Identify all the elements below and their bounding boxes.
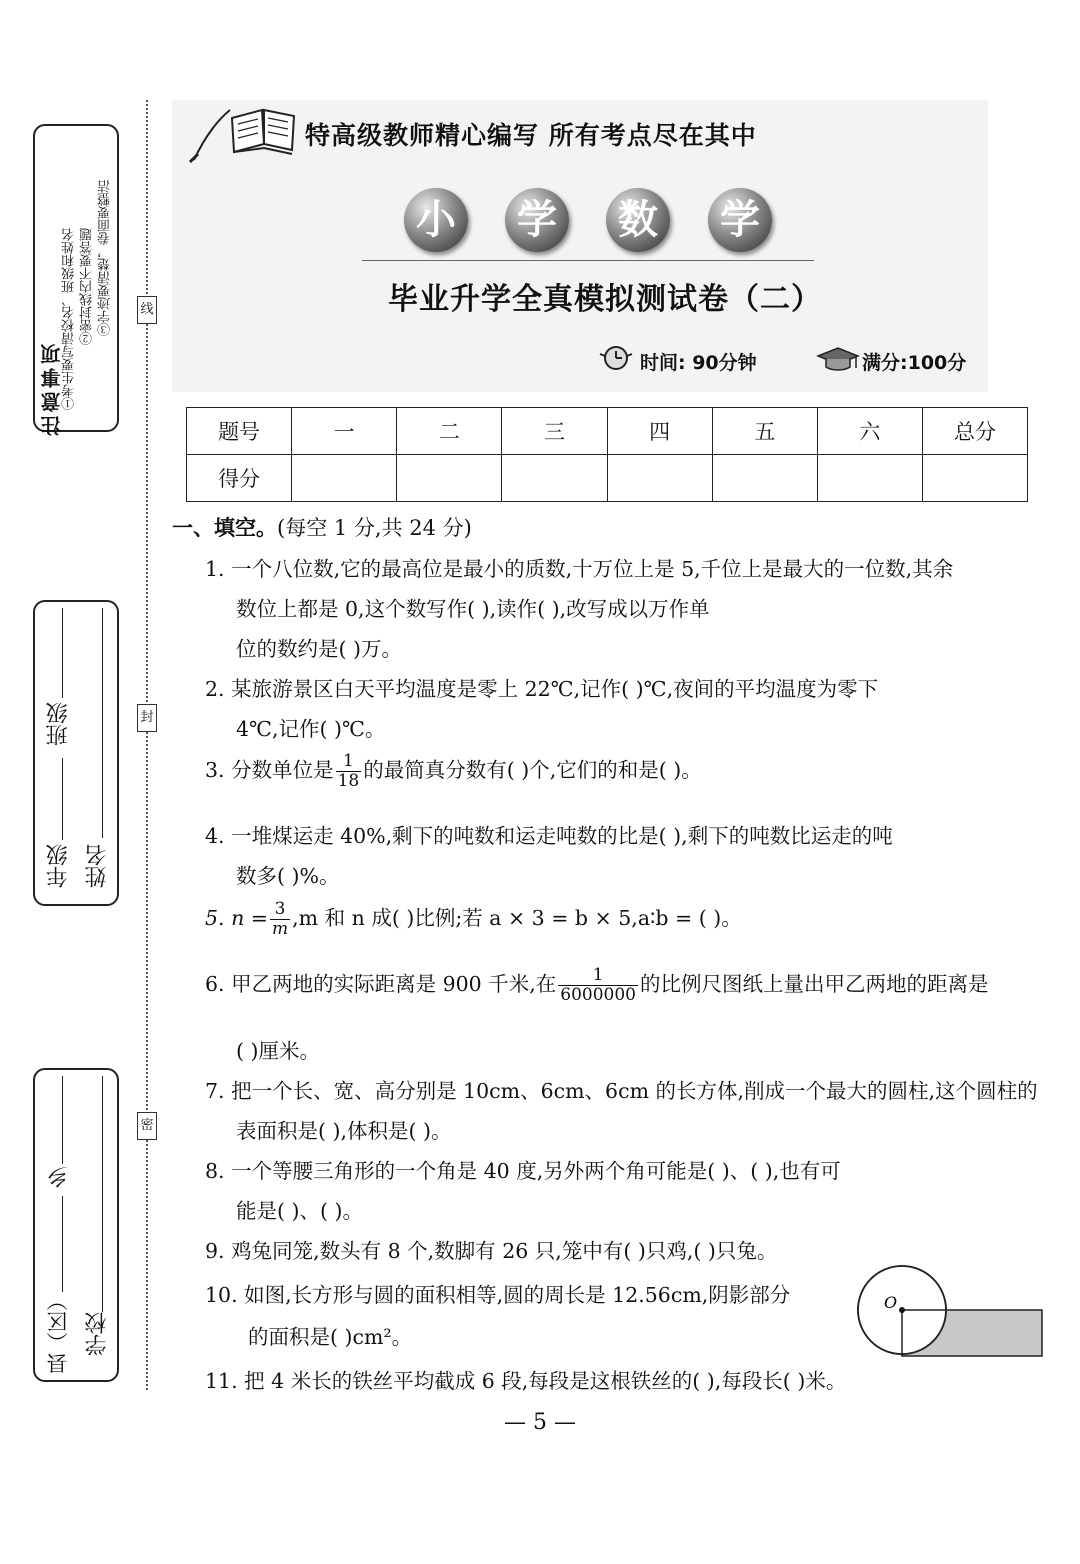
question-6 — [205, 966, 988, 1005]
question-6-text-a: 6. 甲乙两地的实际距离是 900 千米,在 — [205, 972, 557, 996]
paper-title: 毕业升学全真模拟测试卷（二） — [388, 282, 822, 317]
notice-item-1: ①考生要写清校名、班级和姓名 — [62, 228, 77, 410]
fraction-3-m — [270, 900, 290, 939]
score-header-cell: 三 — [502, 408, 607, 455]
score-cell[interactable] — [712, 455, 817, 502]
county-line — [62, 1196, 63, 1292]
question-5-text-b: ,m 和 n 成( )比例;若 a × 3 = b × 5,a∶b = ( )。 — [292, 906, 742, 930]
fraction-denominator: 18 — [337, 771, 360, 791]
score-cell[interactable] — [502, 455, 607, 502]
notice-item-3: ③字迹要清楚，卷面要整洁 — [98, 180, 113, 336]
graduation-cap-icon — [816, 344, 860, 374]
score-header-cell: 六 — [817, 408, 922, 455]
question-6-line-2: ( )厘米。 — [236, 1039, 321, 1063]
full-score: 满分:100分 — [862, 352, 967, 374]
score-header-cell: 总分 — [922, 408, 1027, 455]
score-table — [186, 407, 1028, 502]
section-1-note: (每空 1 分,共 24 分) — [277, 516, 472, 540]
question-2-line-2: 4℃,记作( )℃。 — [236, 717, 386, 741]
clock-icon — [596, 344, 636, 372]
fraction-numerator: 1 — [336, 752, 362, 772]
fraction-denominator: m — [271, 919, 289, 939]
score-header-cell: 二 — [397, 408, 502, 455]
title-rule — [362, 260, 814, 261]
figure-center-label: O — [884, 1293, 898, 1312]
page-number: — 5 — — [504, 1410, 576, 1435]
fraction-denominator: 6000000 — [560, 985, 636, 1005]
county-label: 县（区） — [46, 1290, 70, 1374]
township-line — [62, 1076, 63, 1164]
question-10-line-2: 的面积是( )cm²。 — [248, 1325, 413, 1349]
score-table-header-row — [187, 408, 1028, 455]
score-header-cell: 五 — [712, 408, 817, 455]
question-4-line-1: 4. 一堆煤运走 40%,剩下的吨数和运走吨数的比是( ),剩下的吨数比运走的吨 — [205, 824, 893, 848]
score-header-cell: 题号 — [187, 408, 292, 455]
question-3-text-a: 3. 分数单位是 — [205, 758, 334, 782]
fraction-numerator: 1 — [558, 966, 638, 986]
score-table-score-row — [187, 455, 1028, 502]
seal-line — [146, 100, 148, 1390]
notice-heading: 注意事项 — [40, 340, 64, 436]
score-row-label: 得分 — [187, 455, 292, 502]
book-pen-icon — [186, 104, 302, 166]
question-7-line-2: 表面积是( ),体积是( )。 — [236, 1119, 452, 1143]
question-1-line-1: 1. 一个八位数,它的最高位是最小的质数,十万位上是 5,千位上是最大的一位数,其余 — [205, 557, 954, 581]
school-label: 学校 — [85, 1312, 110, 1356]
question-5 — [205, 900, 742, 939]
school-line — [102, 1076, 103, 1312]
name-label: 姓名 — [85, 844, 110, 888]
subject-char-2: 学 — [505, 188, 569, 252]
seal-mark-mi: 密 — [137, 1112, 157, 1140]
exam-time: 时间: 90分钟 — [640, 352, 757, 374]
fraction-numerator: 3 — [270, 900, 290, 920]
question-7-line-1: 7. 把一个长、宽、高分别是 10cm、6cm、6cm 的长方体,削成一个最大的圆柱,这个圆柱的 — [205, 1079, 1038, 1103]
score-cell[interactable] — [817, 455, 922, 502]
score-cell[interactable] — [397, 455, 502, 502]
question-9: 9. 鸡兔同笼,数头有 8 个,数脚有 26 只,笼中有( )只鸡,( )只兔。 — [205, 1239, 778, 1263]
question-3-text-b: 的最简真分数有( )个,它们的和是( )。 — [363, 758, 702, 782]
question-8-line-1: 8. 一个等腰三角形的一个角是 40 度,另外两个角可能是( )、( ),也有可 — [205, 1159, 841, 1183]
fraction-1-18 — [336, 752, 362, 791]
score-cell[interactable] — [922, 455, 1027, 502]
seal-mark-xian: 线 — [137, 296, 157, 324]
section-1-heading — [172, 512, 472, 542]
grade-line — [62, 758, 63, 840]
score-cell[interactable] — [607, 455, 712, 502]
question-5-text-a: 5. n = — [205, 906, 268, 930]
grade-label: 年级 — [46, 844, 71, 888]
class-label: 班级 — [46, 702, 71, 746]
question-10-line-1: 10. 如图,长方形与圆的面积相等,圆的周长是 12.56cm,阴影部分 — [205, 1283, 791, 1307]
question-11: 11. 把 4 米长的铁丝平均截成 6 段,每段是这根铁丝的( ),每段长( )米。 — [205, 1369, 847, 1393]
score-cell[interactable] — [292, 455, 397, 502]
question-4-line-2: 数多( )%。 — [236, 864, 340, 888]
fraction-scale — [558, 966, 638, 1005]
question-1-line-2: 数位上都是 0,这个数写作( ),读作( ),改写成以万作单 — [236, 597, 710, 621]
slogan: 特高级教师精心编写 所有考点尽在其中 — [305, 121, 757, 150]
subject-char-4: 学 — [708, 188, 772, 252]
question-2-line-1: 2. 某旅游景区白天平均温度是零上 22℃,记作( )℃,夜间的平均温度为零下 — [205, 677, 879, 701]
township-label: 乡 — [47, 1166, 72, 1188]
score-header-cell: 四 — [607, 408, 712, 455]
name-line — [102, 608, 103, 838]
subject-char-3: 数 — [606, 188, 670, 252]
circle-rectangle-figure — [852, 1262, 1044, 1362]
class-line — [62, 608, 63, 698]
question-6-text-b: 的比例尺图纸上量出甲乙两地的距离是 — [639, 972, 989, 996]
question-3 — [205, 752, 702, 791]
question-8-line-2: 能是( )、( )。 — [236, 1199, 364, 1223]
subject-char-1: 小 — [404, 188, 468, 252]
seal-mark-feng: 封 — [137, 704, 157, 732]
score-header-cell: 一 — [292, 408, 397, 455]
notice-item-2: ②密封线内不要答题 — [80, 228, 95, 345]
section-1-title: 一、填空。 — [172, 516, 277, 540]
question-1-line-3: 位的数约是( )万。 — [236, 637, 403, 661]
